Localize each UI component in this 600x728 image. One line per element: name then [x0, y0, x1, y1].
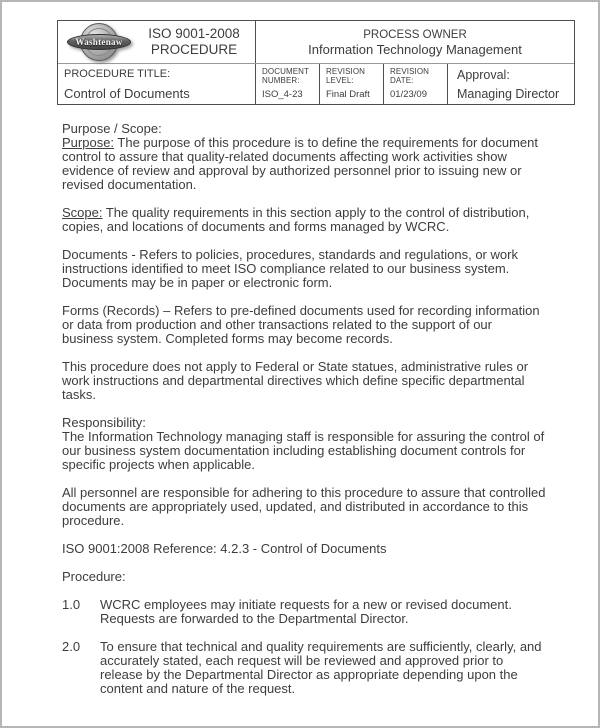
personnel-paragraph: All personnel are responsible for adhering to this procedure to assure that controlled documents are appropriately used, updated, and distributed in accordance to this procedure.: [62, 485, 546, 528]
step-text: To ensure that technical and quality requirements are sufficiently, clearly, and accurately stated, each request will be reviewed and approved prior to release by the Departmental Director as appropriate depending upon the content and nature of the request.: [100, 639, 542, 696]
documents-definition: Documents - Refers to policies, procedures, standards and regulations, or work instructions identified to meet ISO compliance related to our business system. Documents may be in paper or electronic form.: [62, 247, 518, 290]
revision-date-label: REVISION DATE:: [390, 67, 430, 85]
header-table: [57, 20, 575, 105]
header-row-2: [58, 64, 574, 104]
process-owner-cell: [256, 21, 574, 63]
iso-reference-line: ISO 9001:2008 Reference: 4.2.3 - Control of Documents: [62, 541, 387, 556]
approval-value: Managing Director: [457, 87, 560, 101]
iso-procedure-title: [133, 26, 255, 58]
approval-label: Approval:: [457, 68, 510, 82]
step-number: 1.0: [62, 597, 81, 612]
step-text: WCRC employees may initiate requests for a new or revised document. Requests are forwarded to the Departmental Director.: [100, 597, 512, 626]
iso-title-line2: PROCEDURE: [150, 42, 238, 57]
procedure-step-2: [62, 640, 546, 696]
purpose-lead: Purpose:: [62, 135, 115, 150]
procedure-title-label: PROCEDURE TITLE:: [64, 68, 171, 80]
procedure-title-cell: [58, 64, 256, 104]
revision-level-value: Final Draft: [326, 89, 370, 100]
document-number-value: ISO_4-23: [262, 89, 303, 100]
revision-date-value: 01/23/09: [390, 89, 427, 100]
revision-level-label: REVISION LEVEL:: [326, 67, 366, 85]
header-row-1: [58, 21, 574, 64]
revision-date-cell: [384, 64, 448, 104]
logo-title-cell: [58, 21, 256, 63]
scope-text: The quality requirements in this section apply to the control of distribution, copies, and locations of documents and forms managed by WCRC.: [62, 205, 530, 234]
step-number: 2.0: [62, 639, 81, 654]
procedure-heading: Procedure:: [62, 569, 126, 584]
revision-level-cell: [320, 64, 384, 104]
document-body: [62, 122, 546, 710]
document-number-label: DOCUMENT NUMBER:: [262, 67, 310, 85]
forms-definition: Forms (Records) – Refers to pre-defined documents used for recording information or data from production and other transactions related to the support of our business system. Completed forms may become records.: [62, 303, 540, 346]
purpose-text: The purpose of this procedure is to define the requirements for document control to assure that quality-related documents affecting work activities show evidence of review and approval by authorized personnel prior to issuing new or revised documentation.: [62, 135, 538, 192]
not-apply-paragraph: This procedure does not apply to Federal or State statues, administrative rules or work instructions and departmental directives which define specific departmental tasks.: [62, 359, 529, 402]
responsibility-heading: Responsibility:: [62, 415, 146, 430]
process-owner-label: PROCESS OWNER: [363, 28, 467, 41]
procedure-title-value: Control of Documents: [64, 86, 190, 101]
responsibility-paragraph: The Information Technology managing staff is responsible for assuring the control of our business system documentation including establishing document controls for specific projects when applicable.: [62, 429, 545, 472]
scope-paragraph: [62, 206, 546, 234]
scope-lead: Scope:: [62, 205, 103, 220]
iso-title-line1: ISO 9001-2008: [148, 26, 240, 41]
logo-text: Washtenaw: [75, 37, 123, 47]
approval-cell: [448, 64, 574, 104]
procedure-step-1: [62, 598, 546, 626]
purpose-paragraph: [62, 136, 546, 192]
document-number-cell: [256, 64, 320, 104]
logo-banner: [67, 34, 131, 50]
purpose-scope-heading: Purpose / Scope:: [62, 121, 162, 136]
washtenaw-seal-logo-icon: [67, 22, 133, 62]
process-owner-value: Information Technology Management: [308, 41, 522, 57]
